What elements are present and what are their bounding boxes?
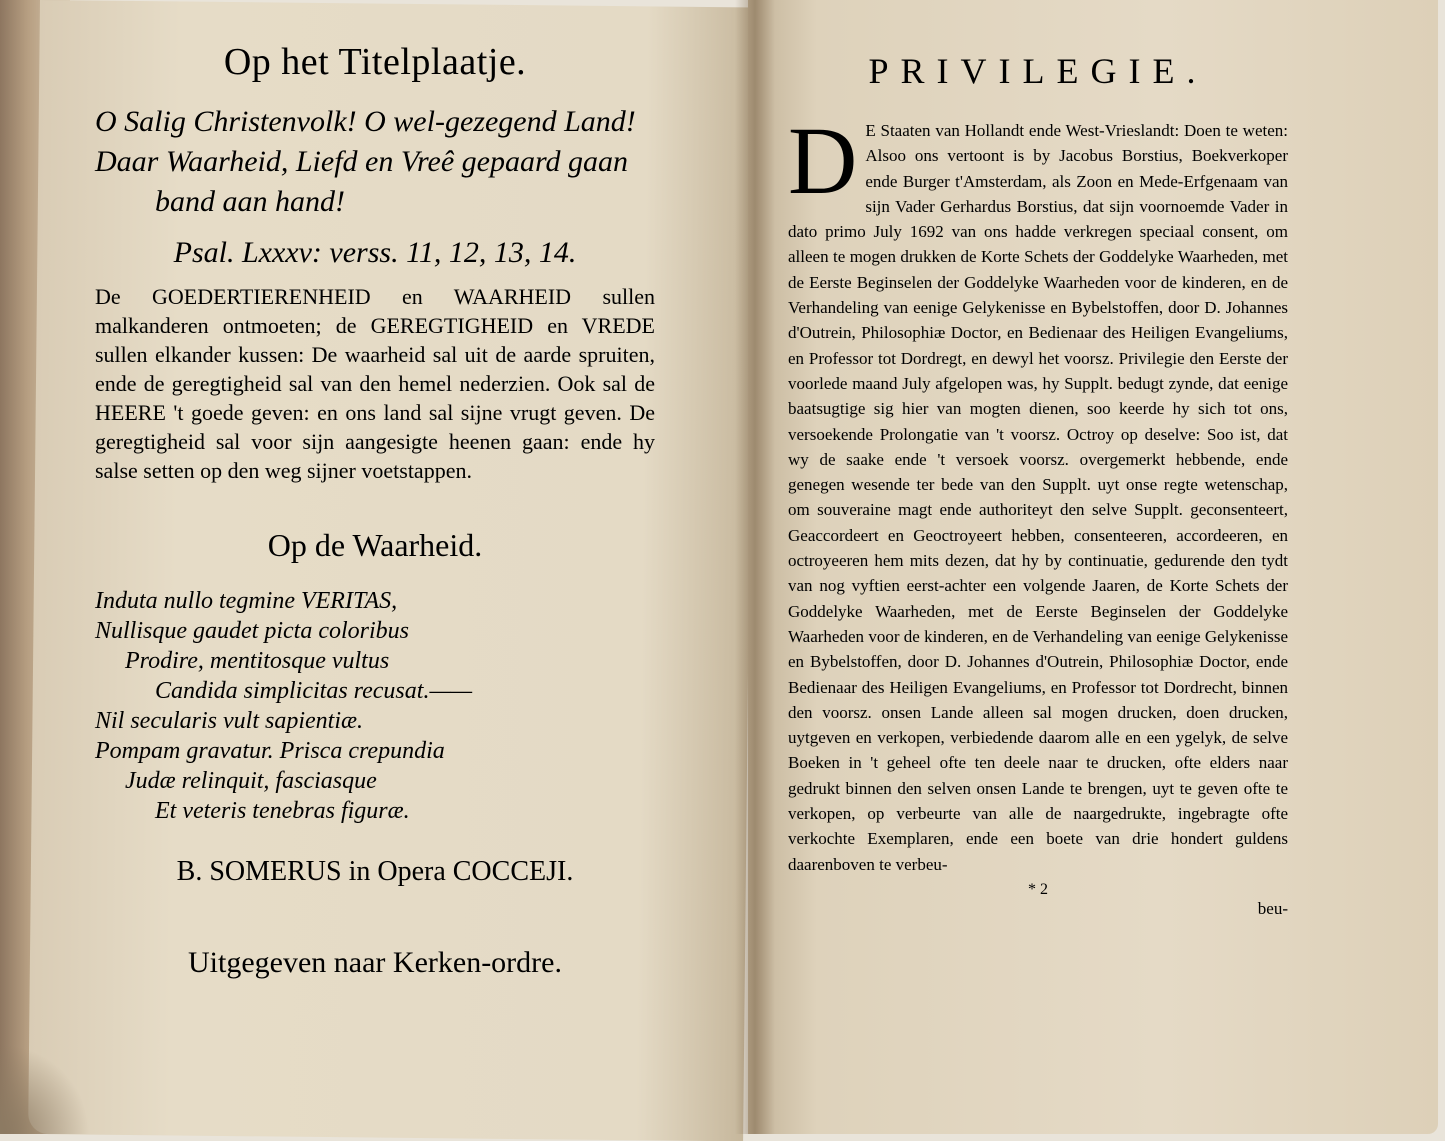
right-page-title: PRIVILEGIE. (868, 51, 1208, 91)
poem-line: Pompam gravatur. Prisca crepundia (95, 738, 445, 764)
left-page-content (95, 40, 655, 980)
verse-line: O Salig Christenvolk! O wel-gezegend Land! (95, 105, 636, 138)
psalm-paragraph: De GOEDERTIERENHEID en WAARHEID sullen malkanderen ontmoeten; de GEREGTIGHEID en VREDE sullen elkander kussen: De waarheid sal uit de aarde spruiten, ende de geregtigheid sal van den hemel nederzien. Ook sal de HEERE 't goede geven: en ons land sal sijne vrugt geven. De geregtigheid sal voor sijn aangesigte heenen gaan: ende hy salse setten op den weg sijner voetstappen. (95, 284, 655, 483)
catchword: beu- (1257, 898, 1288, 918)
poem-line: Induta nullo tegmine VERITAS, (95, 588, 398, 614)
verse-line: band aan hand! (155, 185, 345, 218)
signature-mark: * 2 (1028, 880, 1048, 898)
poem-line: Nil secularis vult sapientiæ. (95, 708, 363, 734)
poem-line: Nullisque gaudet picta coloribus (95, 618, 409, 644)
drop-cap: D (788, 107, 858, 214)
latin-poem (95, 586, 655, 826)
publication-note: Uitgegeven naar Kerken-ordre. (188, 946, 562, 979)
section-heading: Op de Waarheid. (267, 527, 483, 563)
verse-line: Daar Waarheid, Liefd en Vreê gepaard gaan (95, 145, 629, 178)
poem-line: Et veteris tenebras figuræ. (155, 798, 410, 824)
corner-shadow (0, 1044, 90, 1134)
left-page-title: Op het Titelplaatje. (223, 41, 527, 83)
poem-line: Candida simplicitas recusat.—— (155, 678, 473, 704)
right-page-content (788, 50, 1288, 919)
verse-reference: Psal. Lxxxv: verss. 11, 12, 13, 14. (173, 236, 577, 269)
book-gutter (735, 0, 775, 1134)
poem-line: Prodire, mentitosque vultus (125, 648, 390, 674)
privilege-body: E Staaten van Hollandt ende West-Vrieslandt: Doen te weten: Alsoo ons vertoont is by Jacobus Borstius, Boekverkoper ende Burger t'Amsterdam, als Zoon en Mede-Erfgenaam van sijn Vader Gerhardus Borstius, dat sijn voornoemde Vader in dato primo July 1692 van ons hadde verkregen speciaal consent, om alleen te mogen drukken de Korte Schets der Goddelyke Waarheden, met de Eerste Beginselen der Goddelyke Waarheden voor de kinderen, en de Verhandeling van eenige Gelykenisse en Bybelstoffen, door D. Johannes d'Outrein, Philosophiæ Doctor, en Bedienaar des Heiligen Evangeliums, en Professor tot Dordregt, en dewyl het voorsz. Privilegie den Eerste der voorlede maand July afgelopen was, hy Supplt. bedugt zynde, dat eenige baatsugtige sig hier van mogten dienen, soo keerde hy sich tot ons, versoekende Prolongatie van 't voorsz. Octroy op deselve: Soo ist, dat wy de saake ende 't versoek voorsz. overgemerkt hebbende, ende genegen wesende ter bede van den Supplt. uyt onse regte wetenschap, om souveraine magt ende authoriteyt den selve Supplt. geconsenteert, Geaccordeert en Geoctroyeert hebben, consenteeren, accordeeren, en octroyeeren hem mits dezen, dat hy by continuatie, gedurende den tydt van nog vyftien eerst-achter een volgende Jaaren, de Korte Schets der Goddelyke Waarheden, met de Eerste Beginselen der Goddelyke Waarheden voor de kinderen, en de Verhandeling van eenige Gelykenisse en Bybelstoffen, door D. Johannes d'Outrein, Philosophiæ Doctor, ende Bedienaar des Heiligen Evangeliums, en Professor tot Dordrecht, binnen den voorsz. onsen Lande alleen sal mogen drucken, doen drucken, uytgeven en verkopen, verbiedende daarom alle en een ygelyk, de selve Boeken in 't geheel ofte ten deele naar te drucken, ofte elders naar gedrukt binnen den selven onsen Lande te brengen, uyt te geven ofte te verkopen, op verbeurte van alle de naargedrukte, ingebragte ofte verkochte Exemplaren, ende een boete van drie hondert guldens daarenboven te verbeu- (788, 121, 1288, 874)
poem-line: Judæ relinquit, fasciasque (125, 768, 377, 794)
poem-attribution: B. SOMERUS in Opera COCCEJI. (176, 856, 574, 887)
privilege-text (788, 107, 1288, 877)
